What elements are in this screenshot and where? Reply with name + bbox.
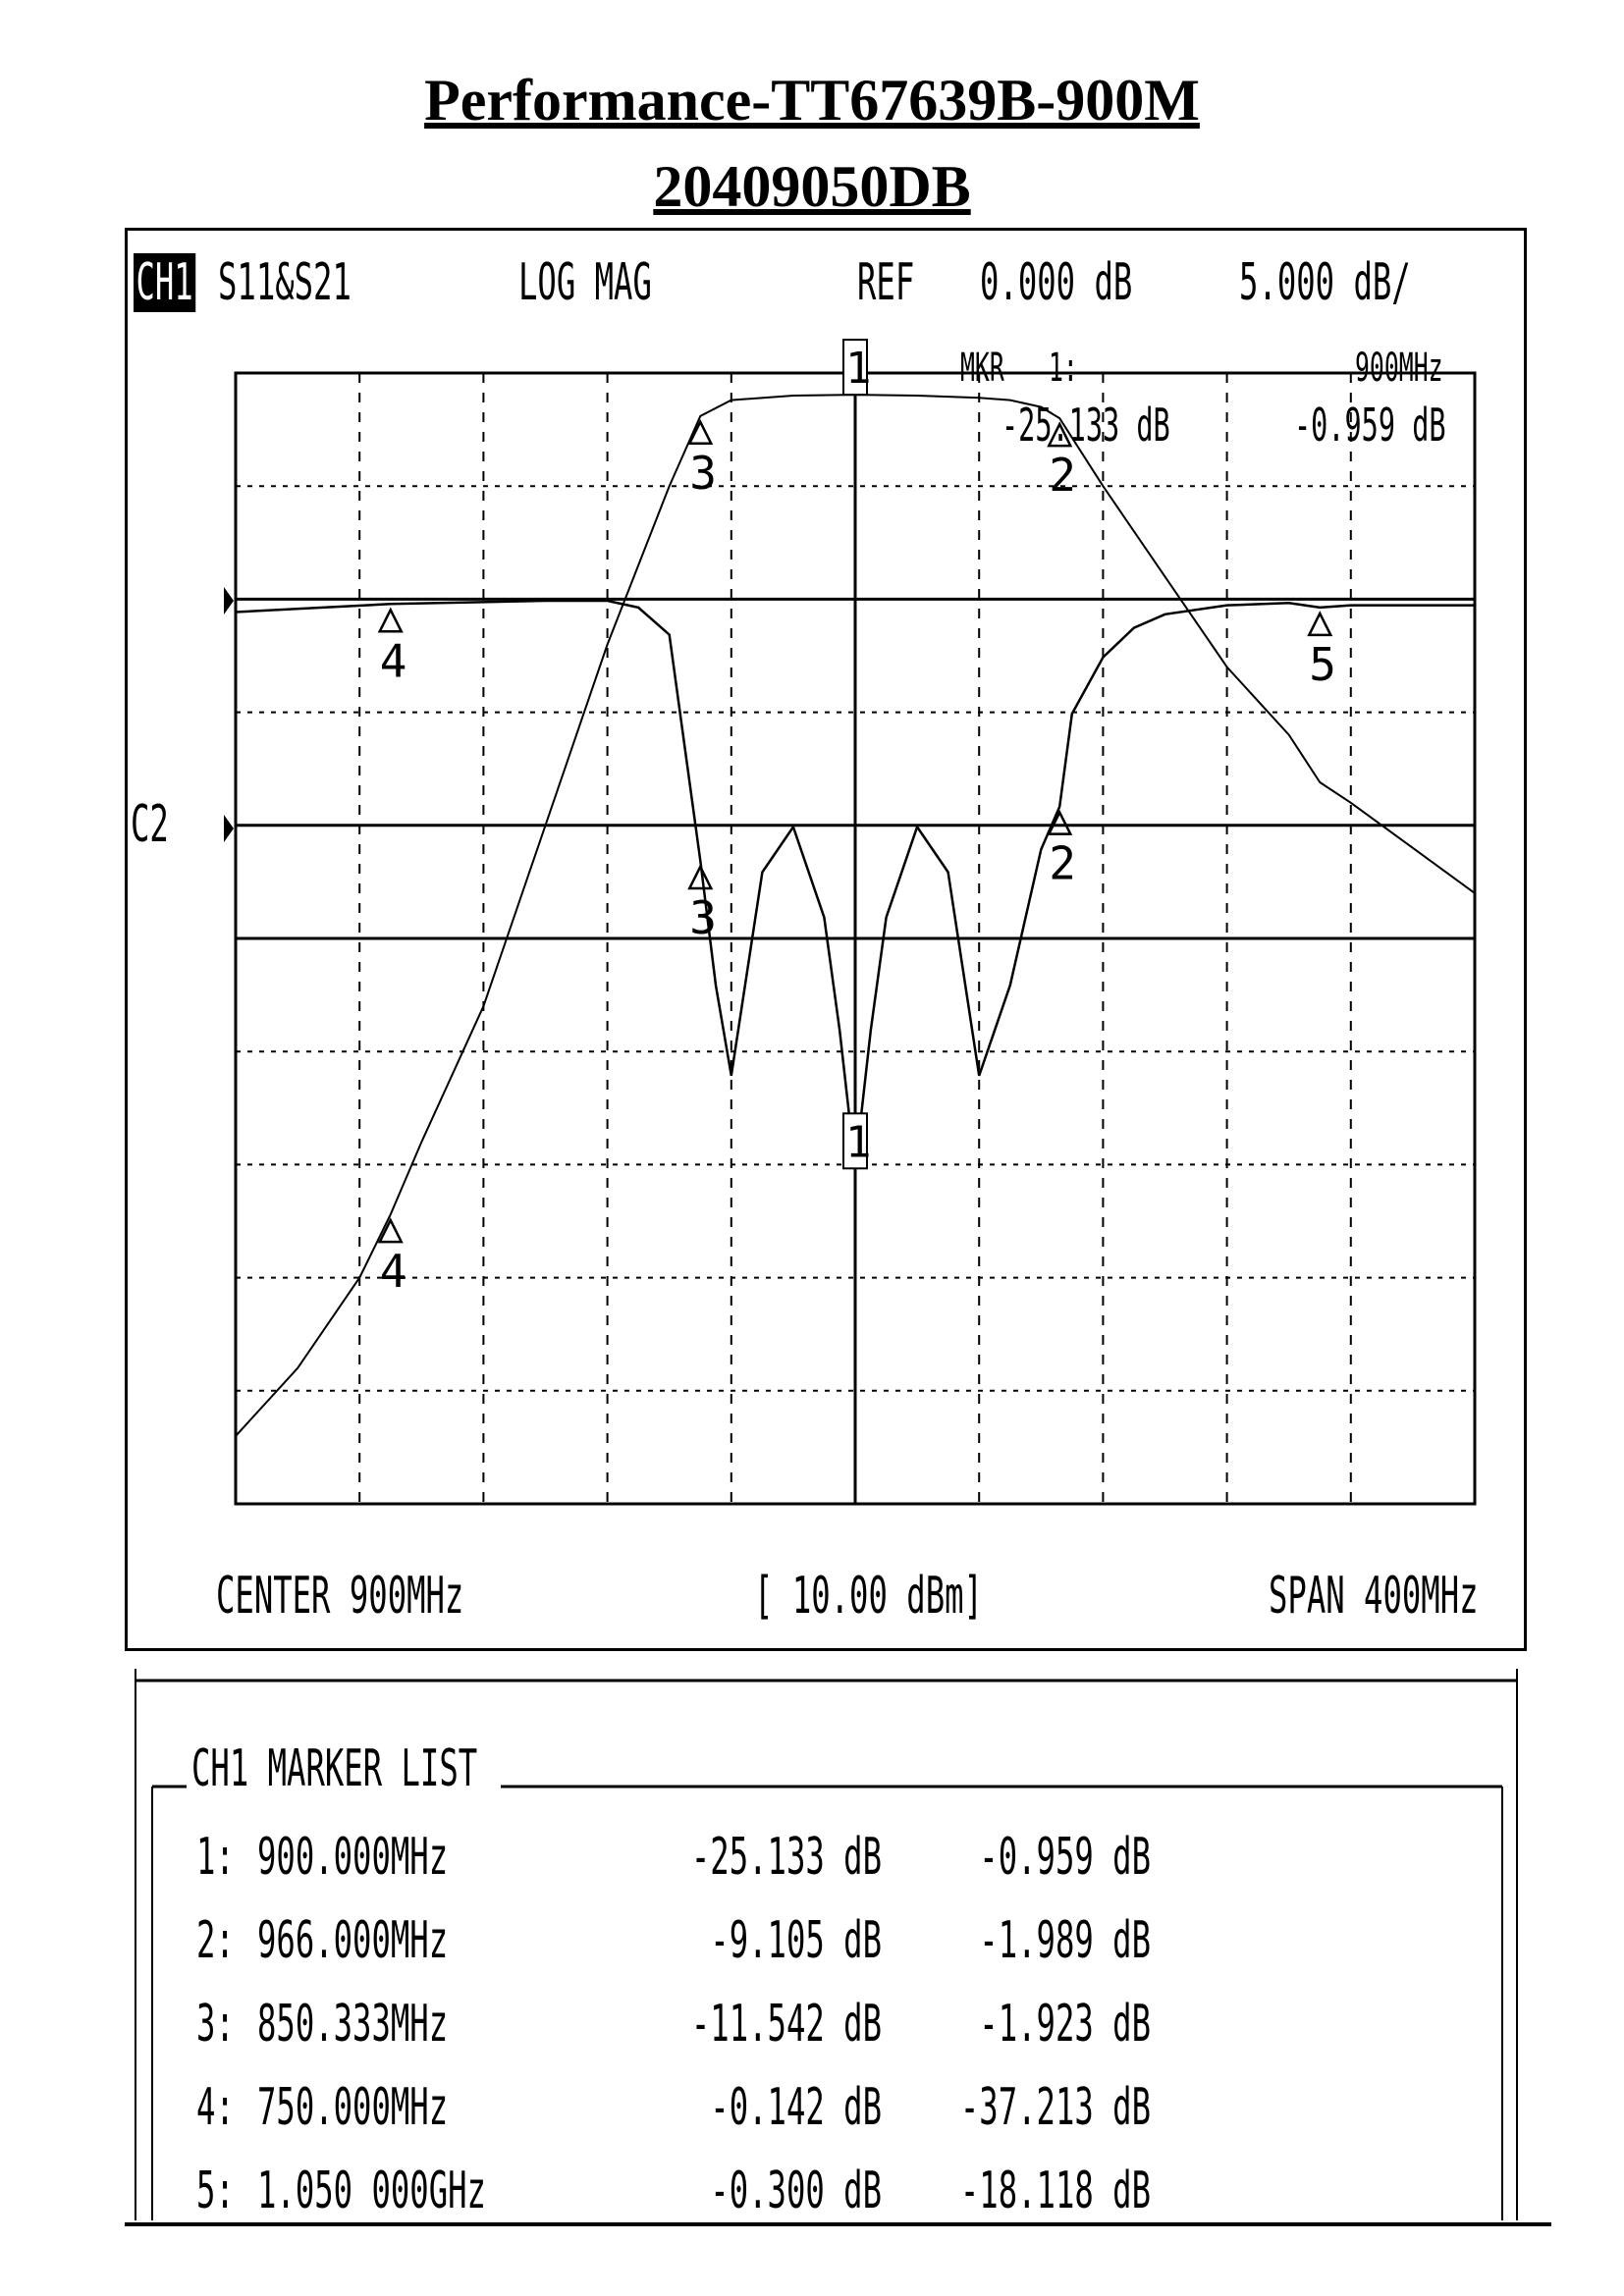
marker-label: 4 (379, 1245, 407, 1299)
marker-row-s21: -1.923 dB (979, 1995, 1151, 2054)
marker-label: 2 (1049, 449, 1076, 503)
marker-label: 4 (379, 634, 407, 688)
power-label: [ 10.00 dBm] (754, 1567, 983, 1626)
marker-readout-label: MKR (960, 346, 1004, 391)
marker-row-n: 4: (196, 2078, 235, 2137)
marker-row-s11: -11.542 dB (690, 1995, 882, 2054)
marker-readout-freq: 900MHz (1355, 346, 1443, 391)
marker-row-n: 3: (196, 1995, 235, 2054)
marker-row-s11: -0.142 dB (710, 2078, 882, 2137)
marker-row-freq: 966.000MHz (257, 1911, 449, 1970)
marker-label: 1 (845, 344, 872, 395)
page-subtitle: 20409050DB (653, 154, 971, 219)
marker-label: 1 (845, 1117, 872, 1168)
marker-row-n: 5: (196, 2162, 235, 2220)
page-title: Performance-TT67639B-900M (424, 68, 1200, 133)
marker-row-freq: 850.333MHz (257, 1995, 449, 2054)
scale-value: 5.000 dB/ (1239, 253, 1411, 312)
marker-label: 3 (689, 446, 717, 500)
marker-label: 2 (1049, 836, 1076, 890)
marker-row-s21: -18.118 dB (959, 2162, 1151, 2220)
span-label: SPAN 400MHz (1269, 1567, 1479, 1626)
marker-row-s11: -25.133 dB (690, 1828, 882, 1887)
marker-row-freq: 750.000MHz (257, 2078, 449, 2137)
param-label: S11&S21 (218, 253, 352, 312)
marker-row-s21: -0.959 dB (979, 1828, 1151, 1887)
marker-row-s21: -1.989 dB (979, 1911, 1151, 1970)
c2-label: C2 (131, 795, 169, 854)
marker-list-title: CH1 MARKER LIST (191, 1739, 478, 1798)
marker-row-freq: 900.000MHz (257, 1828, 449, 1887)
marker-readout-val2: -0.959 dB (1294, 399, 1446, 452)
marker-label: 5 (1309, 637, 1336, 691)
marker-row-s21: -37.213 dB (959, 2078, 1151, 2137)
marker-readout-val1: -25.133 dB (1001, 399, 1170, 452)
marker-row-s11: -9.105 dB (710, 1911, 882, 1970)
ref-label: REF (857, 253, 915, 312)
marker-readout-num: 1: (1049, 346, 1078, 391)
ref-value: 0.000 dB (980, 253, 1133, 312)
marker-row-n: 1: (196, 1828, 235, 1887)
format-label: LOG MAG (518, 253, 652, 312)
marker-row-n: 2: (196, 1911, 235, 1970)
marker-row-freq: 1.050 000GHz (257, 2162, 486, 2220)
channel-label: CH1 (134, 253, 195, 312)
marker-label: 3 (689, 890, 717, 944)
marker-row-s11: -0.300 dB (710, 2162, 882, 2220)
center-label: CENTER 900MHz (216, 1567, 464, 1626)
